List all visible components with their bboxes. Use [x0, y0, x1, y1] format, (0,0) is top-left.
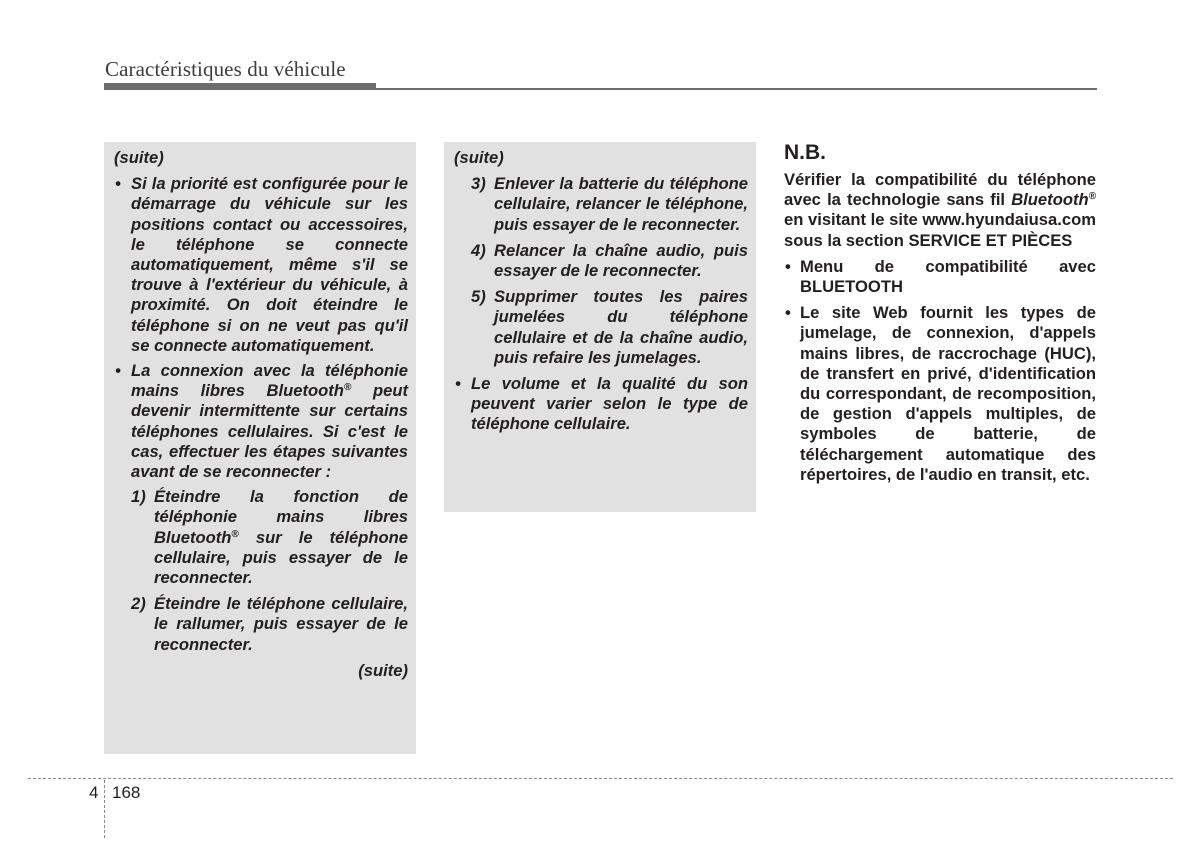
bullet-compat-menu: • Menu de compatibilité avec BLUETOOTH [784, 257, 1096, 297]
chapter-number: 4 [89, 783, 99, 802]
nb-section [784, 140, 1096, 491]
bullet-bluetooth-intermittent: • La connexion avec la téléphonie mains libres Bluetooth® peut devenir intermittente sur certains téléphones cellulaires. Si c'est le cas, effectuer les étapes suivantes avant de se reconnecter : [114, 361, 408, 482]
nb-title: N.B. [784, 141, 826, 164]
step-3: 3) Enlever la batterie du téléphone cellulaire, relancer le téléphone, puis essayer de le reconnecter. [471, 174, 748, 234]
step-1: 1) Éteindre la fonction de téléphonie mains libres Bluetooth® sur le téléphone cellulaire, puis essayer de le reconnecter. [131, 487, 408, 588]
note-box-middle [444, 142, 756, 512]
footer-vertical-rule [104, 780, 105, 838]
step-5: 5) Supprimer toutes les paires jumelées du téléphone cellulaire et de la chaîne audio, puis refaire les jumelages. [471, 287, 748, 367]
bullet-priority: • Si la priorité est configurée pour le démarrage du véhicule sur les positions contact ou accessoires, le téléphone se connecte automatiquement, même s'il se trouve à l'extérieur du véhicule, à proximité. On doit éteindre le téléphone si on ne veut pas qu'il se connecte automatiquement. [114, 174, 408, 356]
nb-paragraph: Vérifier la compatibilité du téléphone avec la technologie sans fil Bluetooth® en visitant le site www.hyundaiusa.com sous la section SERVICE ET PIÈCES [784, 170, 1096, 250]
header-rule [104, 88, 1097, 90]
continued-label-end: (suite) [358, 660, 408, 680]
bullet-website-info: • Le site Web fournit les types de jumelage, de connexion, d'appels mains libres, de raccrochage (HUC), de transfert en privé, d'identification du correspondant, de recomposition, de gestion d'appels multiples, de symboles de batterie, de téléchargement automatique des répertoires, de l'audio en transit, etc. [784, 303, 1096, 485]
step-2: 2) Éteindre le téléphone cellulaire, le rallumer, puis essayer de le reconnecter. [131, 594, 408, 654]
page-header-title: Caractéristiques du véhicule [105, 57, 346, 81]
note-box-left [104, 142, 416, 754]
step-4: 4) Relancer la chaîne audio, puis essayer de le reconnecter. [471, 240, 748, 281]
bullet-sound-quality: • Le volume et la qualité du son peuvent varier selon le type de téléphone cellulaire. [454, 374, 748, 435]
page-number: 168 [112, 783, 141, 802]
continued-label: (suite) [114, 148, 164, 167]
continued-label: (suite) [454, 148, 504, 167]
footer-rule [28, 778, 1173, 779]
